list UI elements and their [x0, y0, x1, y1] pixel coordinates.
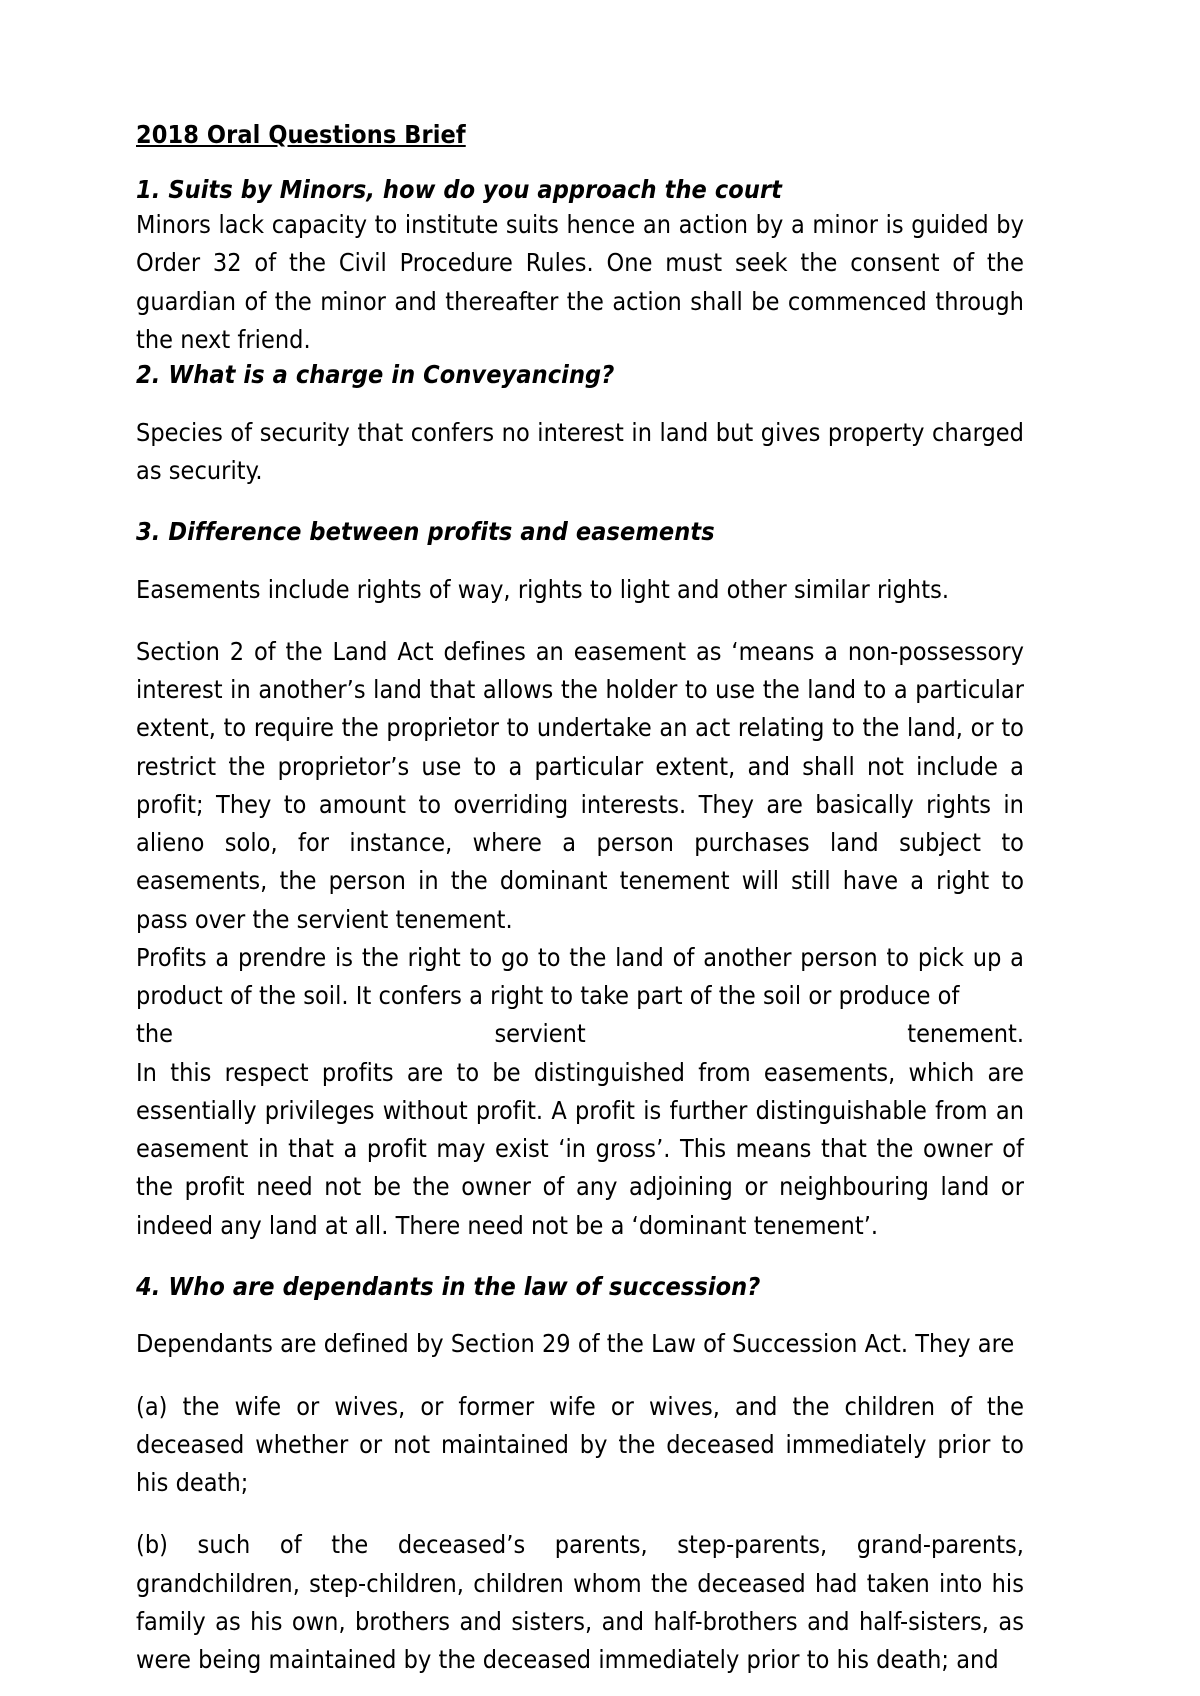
question-2-paragraph: Species of security that confers no interest in land but gives property charged as security.: [136, 417, 1024, 485]
question-3-paragraph-1: Easements include rights of way, rights to light and other similar rights.: [136, 574, 950, 604]
question-4-paragraph-intro: Dependants are defined by Section 29 of the Law of Succession Act. They are: [136, 1329, 1015, 1359]
question-3-paragraph-2: Section 2 of the Land Act defines an easement as ‘means a non-possessory interest in another’s land that allows the holder to use the land to a particular extent, to require the proprietor to undertake an act relating to the land, or to restrict the proprietor’s use to a particular extent, and shall not include a profit; They to amount to overriding interests. They are basically rights in alieno solo, for instance, where a person purchases land subject to easements, the person in the dominant tenement will still have a right to pass over the servient tenement.: [136, 636, 1024, 934]
question-3-paragraph-3: Profits a prendre is the right to go to the land of another person to pick up a product of the soil. It confers a right to take part of the soil or produce of: [136, 942, 1024, 1010]
question-heading-2: 2. What is a charge in Conveyancing?: [136, 360, 615, 389]
question-heading-4: 4. Who are dependants in the law of succession?: [136, 1271, 761, 1301]
question-3-stretched-line: [136, 1015, 1024, 1053]
stretched-word-servient: servient: [494, 1019, 586, 1049]
stretched-word-the: the: [136, 1019, 173, 1049]
document-body: [136, 118, 1024, 1679]
question-4-item-b: (b) such of the deceased’s parents, step-parents, grand-parents, grandchildren, step-children, children whom the deceased had taken into his family as his own, brothers and sisters, and half-brothers and half-sisters, as were being maintained by the deceased immediately prior to his death; and: [136, 1530, 1024, 1674]
stretched-word-tenement: tenement.: [907, 1019, 1024, 1049]
question-4-item-a: (a) the wife or wives, or former wife or wives, and the children of the deceased whether or not maintained by the deceased immediately prior to his death;: [136, 1391, 1024, 1497]
question-heading-1: 1. Suits by Minors, how do you approach the court: [136, 174, 782, 204]
page-title: 2018 Oral Questions Brief: [136, 120, 466, 149]
question-3-paragraph-4: In this respect profits are to be distinguished from easements, which are essentially privileges without profit. A profit is further distinguishable from an easement in that a profit may exist ‘in gross’. This means that the owner of the profit need not be the owner of any adjoining or neighbouring land or indeed any land at all. There need not be a ‘dominant tenement’.: [136, 1057, 1024, 1240]
question-1-paragraph: Minors lack capacity to institute suits hence an action by a minor is guided by Order 32 of the Civil Procedure Rules. One must seek the consent of the guardian of the minor and thereafter the action shall be commenced through the next friend.: [136, 210, 1024, 354]
question-heading-3: 3. Difference between profits and easements: [136, 517, 715, 546]
